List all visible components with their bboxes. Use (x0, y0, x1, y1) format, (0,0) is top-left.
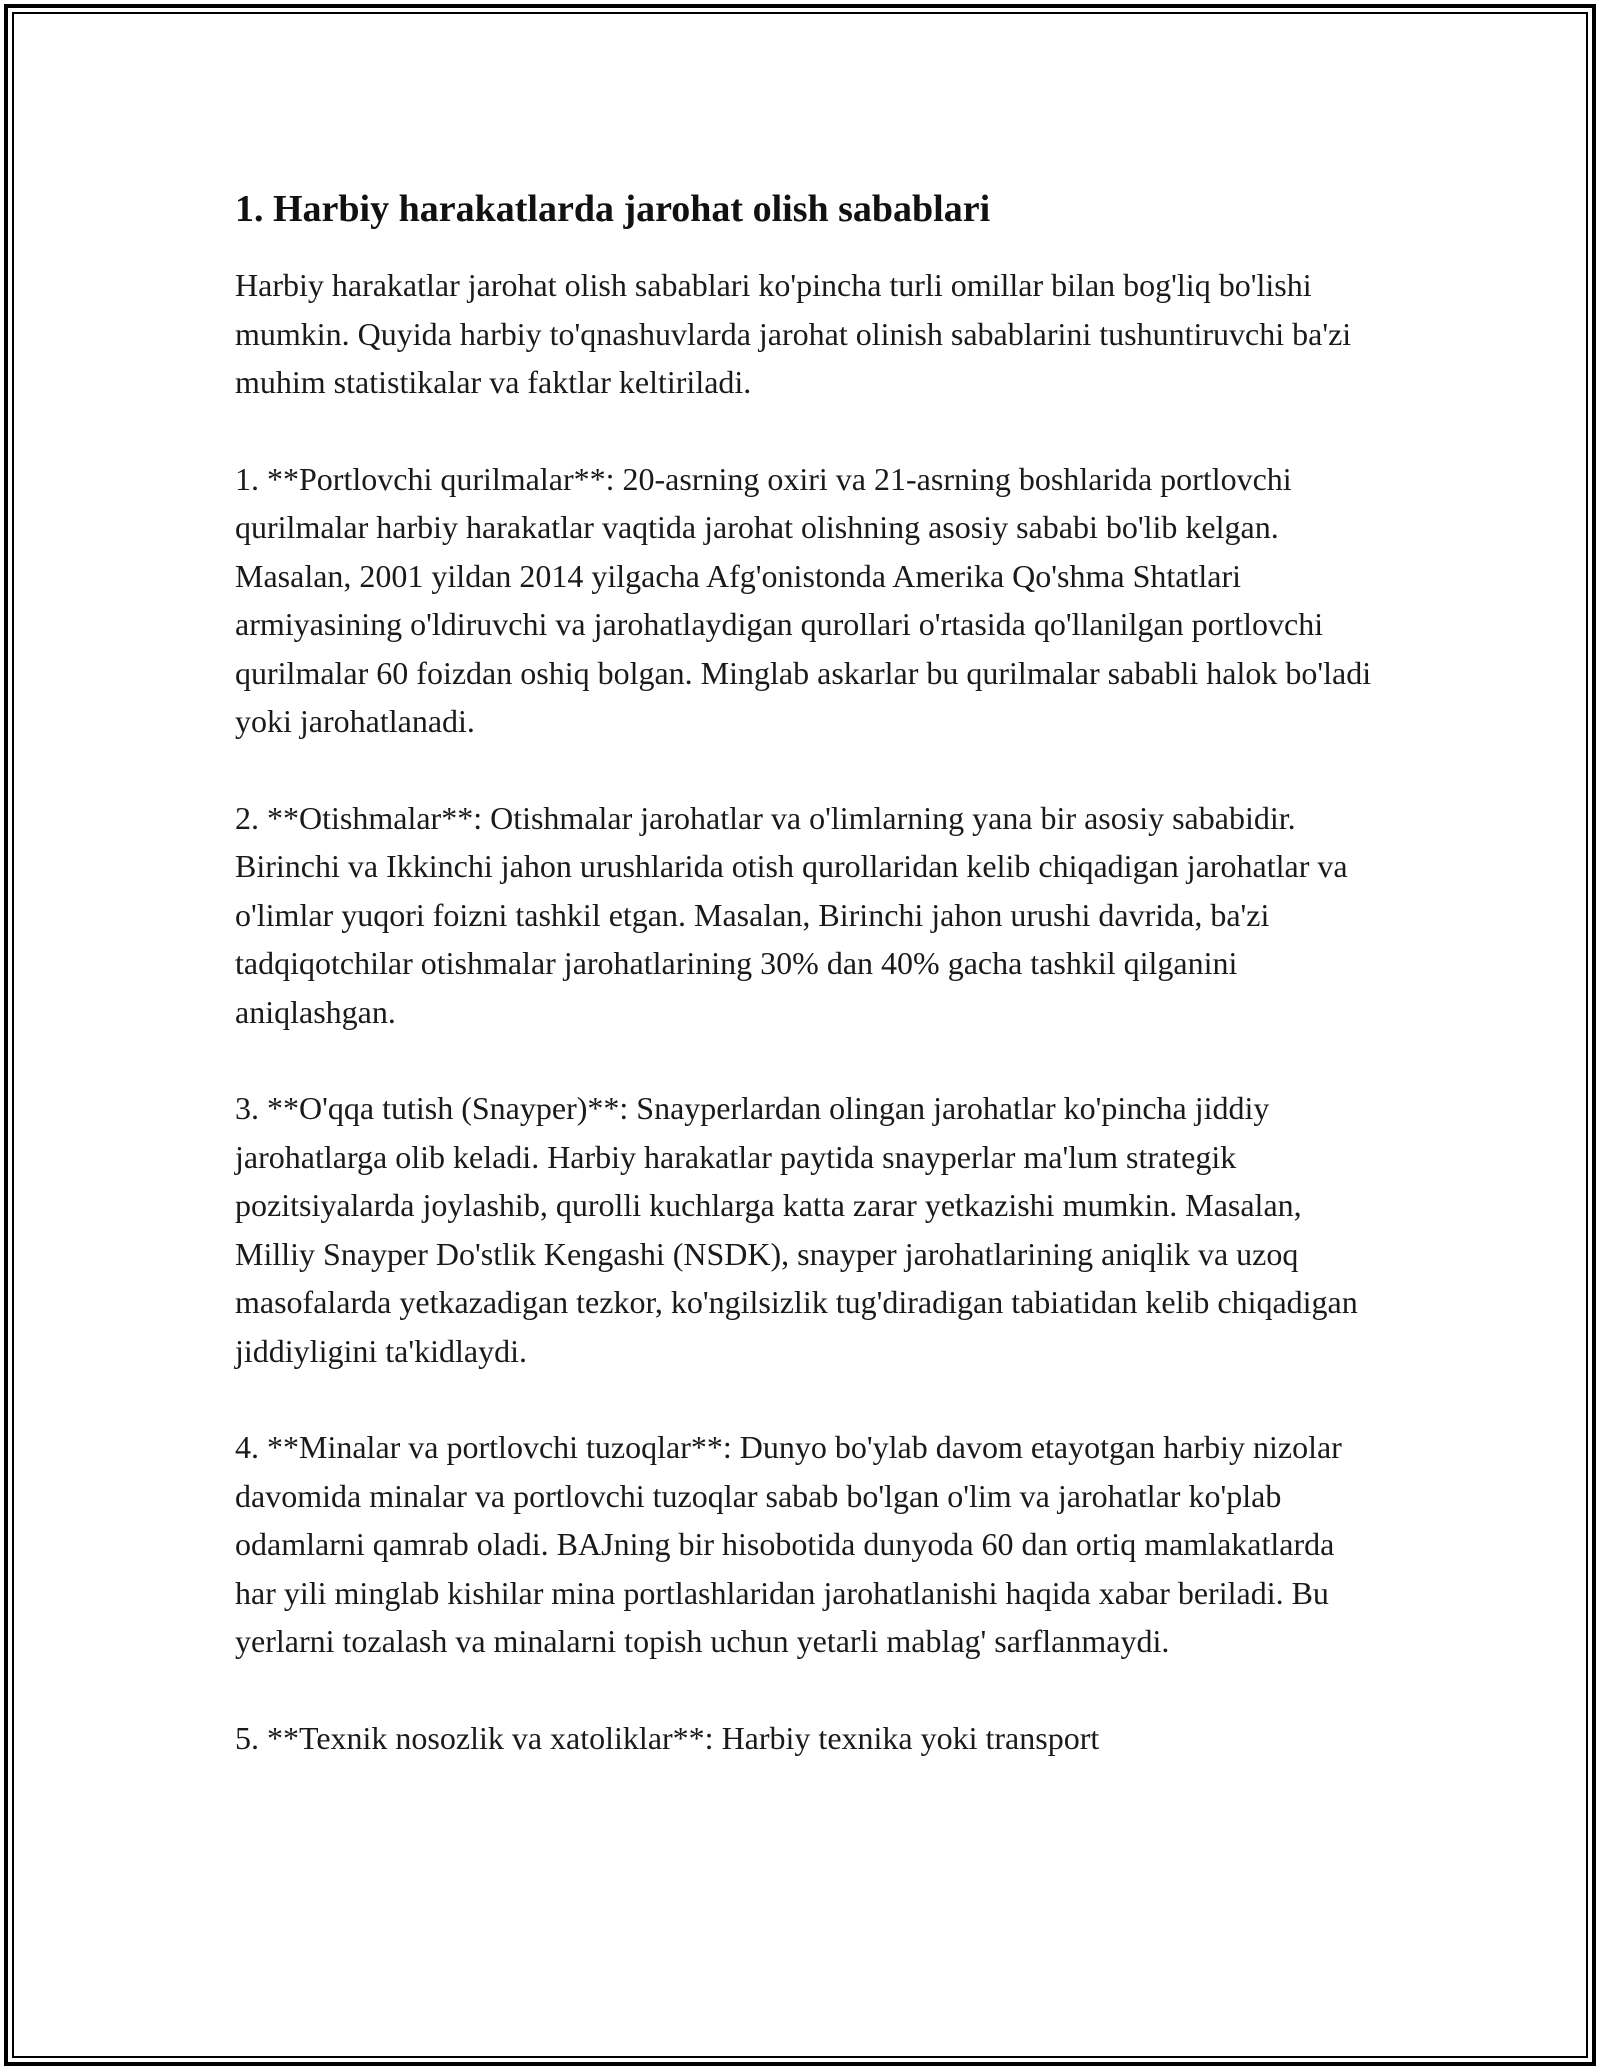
paragraph-explosive-devices: 1. **Portlovchi qurilmalar**: 20-asrning oxiri va 21-asrning boshlarida portlovchi qurilmalar harbiy harakatlar vaqtida jarohat olishning asosiy sababi bo'lib kelgan. Masalan, 2001 yildan 2014 yilgacha Afg'onistonda Amerika Qo'shma Shtatlari armiyasining o'ldiruvchi va jarohatlaydigan qurollari o'rtasida qo'llanilgan portlovchi qurilmalar 60 foizdan oshiq bolgan. Minglab askarlar bu qurilmalar sababli halok bo'ladi yoki jarohatlanadi. (235, 460, 1372, 739)
document-title: 1. Harbiy harakatlarda jarohat olish sabablari (235, 188, 991, 230)
paragraph-shootings: 2. **Otishmalar**: Otishmalar jarohatlar va o'limlarning yana bir asosiy sababidir. Birinchi va Ikkinchi jahon urushlarida otish qurollaridan kelib chiqadigan jarohatlar va o'limlar yuqori foizni tashkil etgan. Masalan, Birinchi jahon urushi davrida, ba'zi tadqiqotchilar otishmalar jarohatlarining 30% dan 40% gacha tashkil qilganini aniqlashgan. (235, 799, 1348, 1030)
paragraph-mines: 4. **Minalar va portlovchi tuzoqlar**: Dunyo bo'ylab davom etayotgan harbiy nizolar davomida minalar va portlovchi tuzoqlar sabab bo'lgan o'lim va jarohatlar ko'plab odamlarni qamrab oladi. BAJning bir hisobotida dunyoda 60 dan ortiq mamlakatlarda har yili minglab kishilar mina portlashlaridan jarohatlanishi haqida xabar beriladi. Bu yerlarni tozalash va minalarni topish uchun yetarli mablag' sarflanmaydi. (235, 1429, 1342, 1659)
document-body (235, 185, 1375, 1810)
intro-paragraph: Harbiy harakatlar jarohat olish sabablari ko'pincha turli omillar bilan bog'liq bo'lishi mumkin. Quyida harbiy to'qnashuvlarda jarohat olinish sabablarini tushuntiruvchi ba'zi muhim statistikalar va faktlar keltiriladi. (235, 267, 1352, 400)
paragraph-technical-failures: 5. **Texnik nosozlik va xatoliklar**: Harbiy texnika yoki transport (235, 1719, 1100, 1756)
paragraph-sniper: 3. **O'qqa tutish (Snayper)**: Snayperlardan olingan jarohatlar ko'pincha jiddiy jarohatlarga olib keladi. Harbiy harakatlar paytida snayperlar ma'lum strategik pozitsiyalarda joylashib, qurolli kuchlarga katta zarar yetkazishi mumkin. Masalan, Milliy Snayper Do'stlik Kengashi (NSDK), snayper jarohatlarining aniqlik va uzoq masofalarda yetkazadigan tezkor, ko'ngilsizlik tug'diradigan tabiatidan kelib chiqadigan jiddiyligini ta'kidlaydi. (235, 1090, 1358, 1369)
